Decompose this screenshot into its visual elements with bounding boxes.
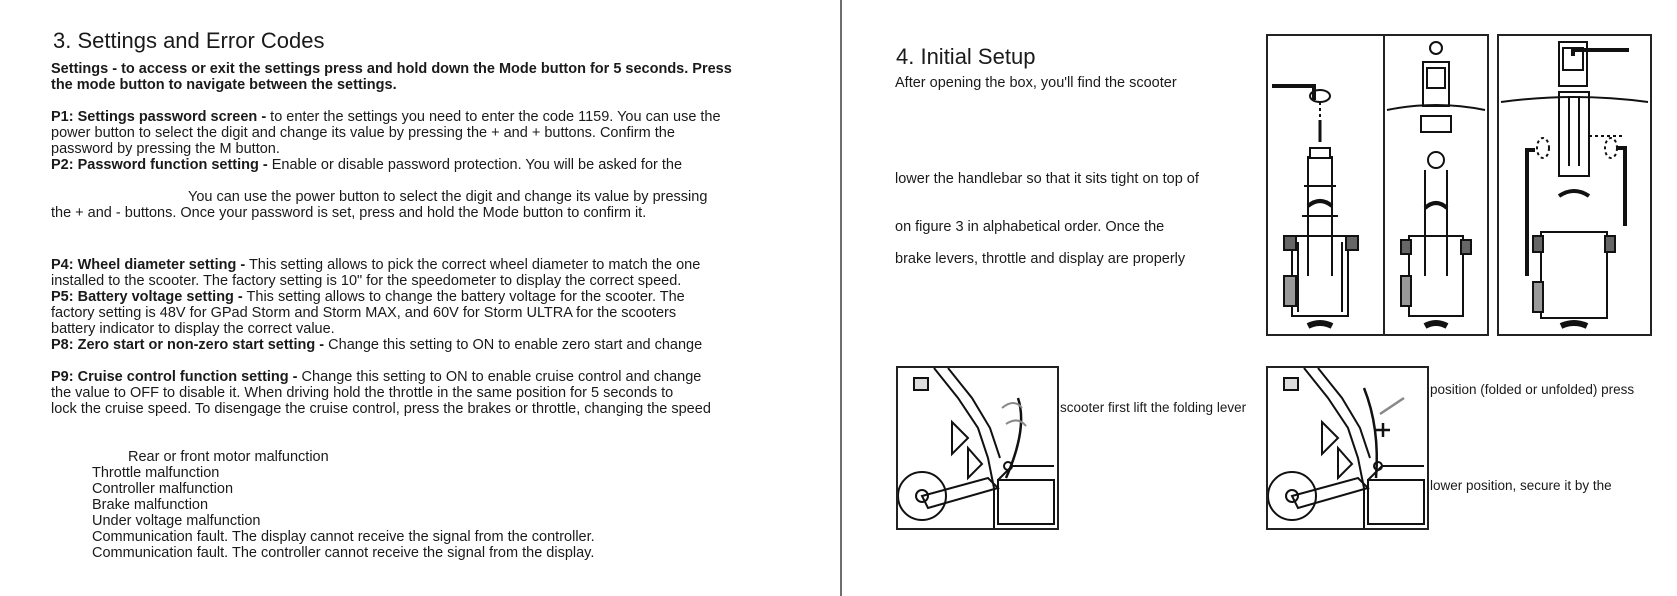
error-item: Throttle malfunction: [92, 465, 220, 481]
p1-line-3: password by pressing the M button.: [51, 141, 280, 157]
error-item: Communication fault. The display cannot receive the signal from the controller.: [92, 529, 595, 545]
p8-label: P8: Zero start or non-zero start setting -: [51, 337, 325, 353]
lever-secure-drawing: [1268, 368, 1427, 528]
p2-line-1: [51, 157, 682, 173]
figure-display-mounted: [1383, 34, 1489, 336]
caption-position: position (folded or unfolded) press: [1430, 382, 1635, 397]
p8-text: Change this setting to ON to enable zero start and change: [324, 337, 703, 353]
p5-line-3: battery indicator to display the correct value.: [51, 321, 335, 337]
folding-lever-drawing: [898, 368, 1057, 528]
p1-text: to enter the settings you need to enter the code 1159. You can use the: [266, 109, 721, 125]
figure-handlebar-assembly: [1497, 34, 1652, 336]
p5-label: P5: Battery voltage setting -: [51, 289, 243, 305]
error-item: Communication fault. The controller cannot receive the signal from the display.: [92, 545, 595, 561]
display-mounted-drawing: [1385, 36, 1487, 334]
p9-text: Change this setting to ON to enable cruise control and change: [297, 369, 702, 385]
p4-text: This setting allows to pick the correct wheel diameter to match the one: [245, 257, 701, 273]
p1-label: P1: Settings password screen -: [51, 109, 267, 125]
figure-lever-secure: [1266, 366, 1429, 530]
error-item: Rear or front motor malfunction: [128, 449, 329, 465]
setup-line-3: on figure 3 in alphabetical order. Once the: [895, 219, 1165, 235]
p2-line-3: the + and - buttons. Once your password is set, press and hold the Mode button to confirm it.: [51, 205, 647, 221]
intro-line-2: the mode button to navigate between the settings.: [51, 77, 397, 93]
p9-label: P9: Cruise control function setting -: [51, 369, 298, 385]
p4-label: P4: Wheel diameter setting -: [51, 257, 246, 273]
handlebar-assembly-drawing: [1499, 36, 1650, 334]
setup-line-1: After opening the box, you'll find the scooter: [895, 75, 1177, 91]
p9-line-2: the value to OFF to disable it. When driving hold the throttle in the same position for 5 seconds to: [51, 385, 674, 401]
section-title-setup: 4. Initial Setup: [896, 44, 1036, 69]
p2-label: P2: Password function setting -: [51, 157, 268, 173]
setup-line-2: lower the handlebar so that it sits tight on top of: [895, 171, 1199, 187]
figure-folding-lever: [896, 366, 1059, 530]
caption-folding-lever: scooter first lift the folding lever: [1060, 400, 1247, 415]
section-title-settings: 3. Settings and Error Codes: [53, 28, 325, 53]
p5-text: This setting allows to change the battery voltage for the scooter. The: [242, 289, 685, 305]
p8-line-1: [51, 337, 702, 353]
p5-line-2: factory setting is 48V for GPad Storm and Storm MAX, and 60V for Storm ULTRA for the scooters: [51, 305, 677, 321]
page-divider: [840, 0, 842, 596]
p5-line-1: [51, 289, 685, 305]
caption-secure: lower position, secure it by the: [1430, 478, 1612, 493]
p1-line-2: power button to select the digit and change its value by pressing the + and + buttons. Confirm the: [51, 125, 675, 141]
handlebar-insert-drawing: [1268, 36, 1400, 334]
error-item: Under voltage malfunction: [92, 513, 261, 529]
p9-line-3: lock the cruise speed. To disengage the cruise control, press the brakes or throttle, changing the speed: [51, 401, 711, 417]
figure-handlebar-insert: [1266, 34, 1402, 336]
p2-line-2: You can use the power button to select the digit and change its value by pressing: [188, 189, 708, 205]
p9-line-1: [51, 369, 701, 385]
setup-line-4: brake levers, throttle and display are properly: [895, 251, 1186, 267]
intro-line-1: Settings - to access or exit the settings press and hold down the Mode button for 5 seconds. Press: [51, 61, 732, 77]
p4-line-2: installed to the scooter. The factory setting is 10" for the speedometer to display the correct speed.: [51, 273, 682, 289]
error-item: Brake malfunction: [92, 497, 209, 513]
p1-line-1: [51, 109, 721, 125]
error-item: Controller malfunction: [92, 481, 234, 497]
p2-text: Enable or disable password protection. You will be asked for the: [267, 157, 683, 173]
p4-line-1: [51, 257, 700, 273]
